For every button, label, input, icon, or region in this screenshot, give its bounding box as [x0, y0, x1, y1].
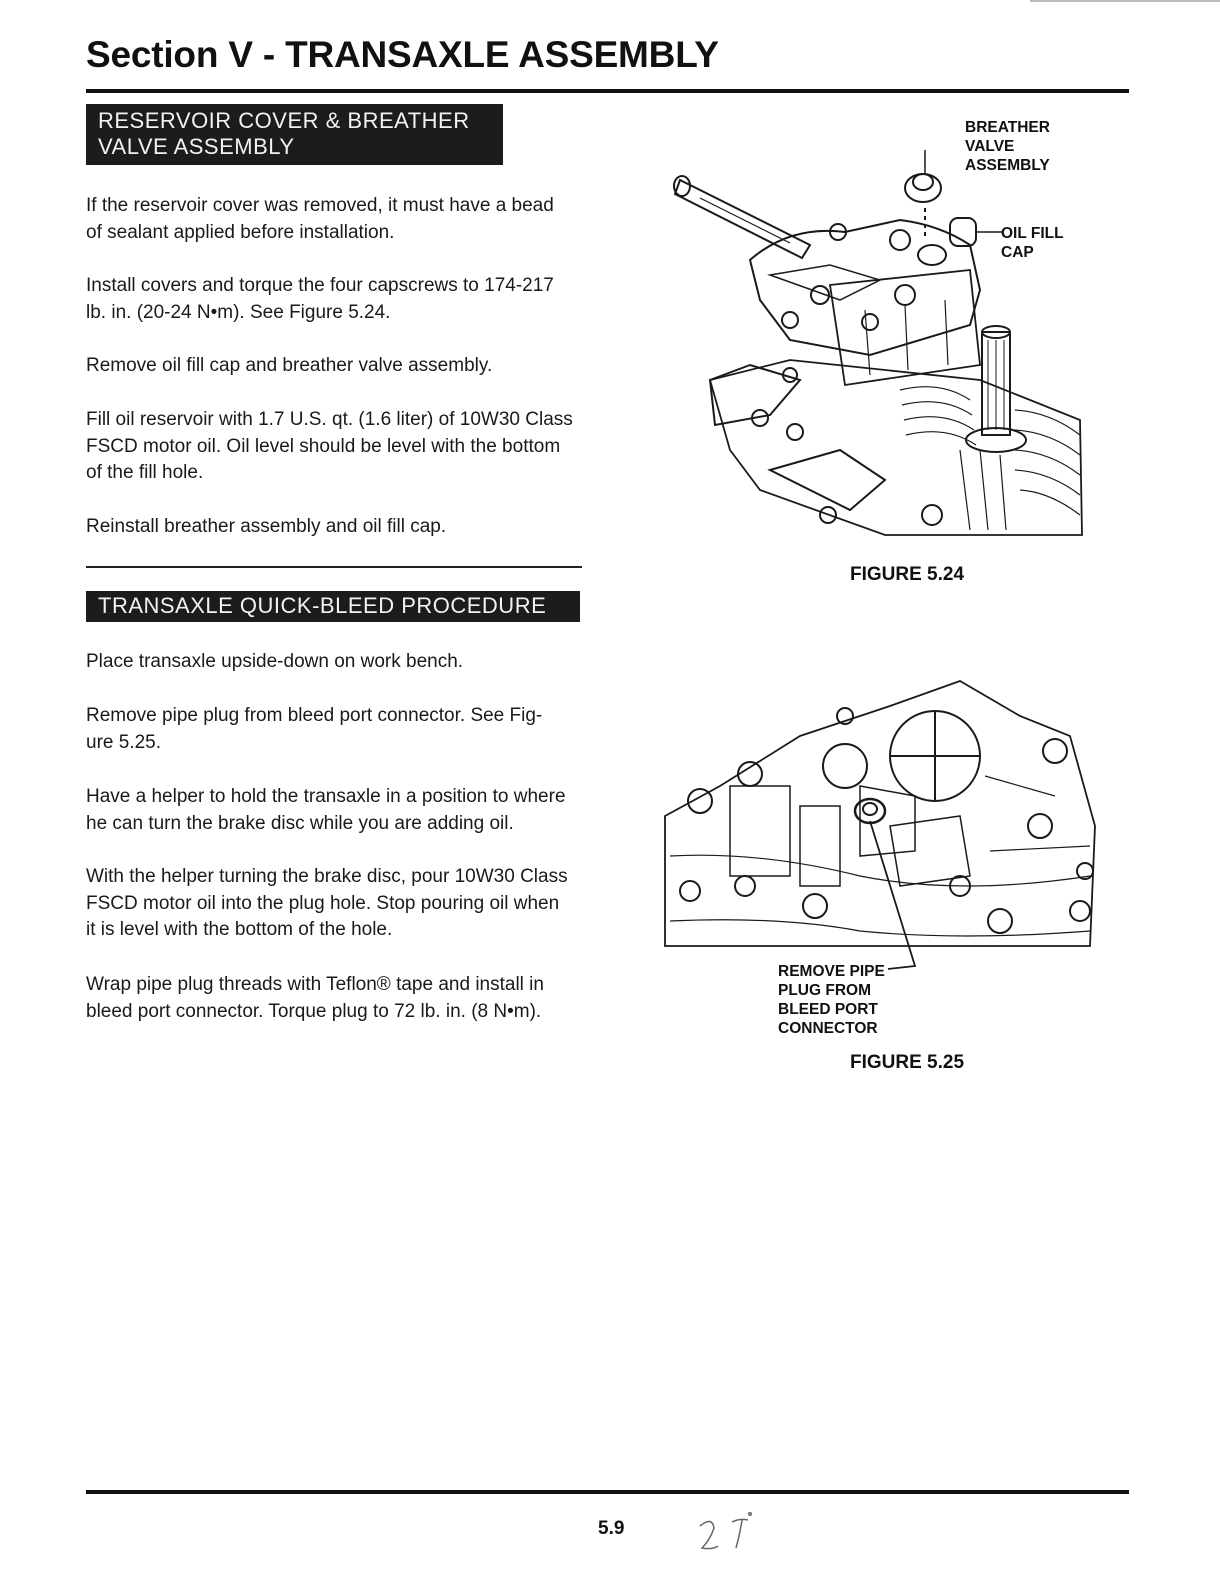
scan-artifact-line	[1030, 0, 1220, 2]
text-line: Have a helper to hold the transaxle in a position to where	[86, 786, 566, 807]
text-line: it is level with the bottom of the hole.	[86, 919, 393, 940]
callout-breather-valve	[965, 118, 1050, 175]
section1-paragraph	[86, 193, 586, 246]
section2-paragraph	[86, 703, 586, 756]
callout-line: CONNECTOR	[778, 1020, 878, 1037]
page-number: 5.9	[598, 1518, 625, 1539]
section-heading-quick-bleed: TRANSAXLE QUICK-BLEED PROCEDURE	[86, 591, 580, 622]
text-line: Remove oil fill cap and breather valve assembly.	[86, 355, 493, 376]
section-heading-reservoir-cover	[86, 104, 503, 165]
section-heading-line: RESERVOIR COVER & BREATHER	[98, 108, 470, 133]
section1-paragraph	[86, 353, 586, 380]
section2-paragraph	[86, 649, 586, 676]
callout-line: REMOVE PIPE	[778, 963, 885, 980]
callout-line: OIL FILL	[1001, 225, 1064, 242]
callout-line: PLUG FROM	[778, 982, 871, 999]
text-line: Wrap pipe plug threads with Teflon® tape and install in	[86, 974, 544, 995]
text-line: Remove pipe plug from bleed port connector. See Fig-	[86, 705, 543, 726]
text-line: If the reservoir cover was removed, it must have a bead	[86, 195, 554, 216]
section-heading-line: VALVE ASSEMBLY	[98, 134, 295, 159]
section1-paragraph	[86, 514, 586, 541]
text-line: Install covers and torque the four capscrews to 174-217	[86, 275, 554, 296]
callout-oil-fill-cap	[1001, 224, 1064, 262]
section-divider	[86, 566, 582, 568]
figure-5-25-transaxle-illustration	[660, 676, 1100, 976]
text-line: ure 5.25.	[86, 731, 161, 753]
section2-paragraph	[86, 784, 586, 837]
figure-5-24-caption: FIGURE 5.24	[850, 564, 965, 585]
figure-5-25-caption: FIGURE 5.25	[850, 1052, 965, 1073]
callout-line: CAP	[1001, 244, 1034, 261]
callout-remove-pipe-plug	[778, 962, 885, 1038]
handwritten-mark-icon	[690, 1508, 770, 1558]
section1-paragraph	[86, 273, 586, 326]
footer-divider	[86, 1490, 1129, 1494]
title-divider	[86, 89, 1129, 93]
text-line: With the helper turning the brake disc, pour 10W30 Class	[86, 866, 568, 887]
text-line: FSCD motor oil into the plug hole. Stop pouring oil when	[86, 892, 560, 914]
text-line: Reinstall breather assembly and oil fill cap.	[86, 516, 447, 537]
section2-paragraph	[86, 864, 586, 944]
text-line: of sealant applied before installation.	[86, 221, 395, 243]
text-line: lb. in. (20-24 N•m). See Figure 5.24.	[86, 301, 391, 323]
text-line: of the fill hole.	[86, 462, 204, 483]
callout-line: BLEED PORT	[778, 1001, 878, 1018]
text-line: Fill oil reservoir with 1.7 U.S. qt. (1.6 liter) of 10W30 Class	[86, 409, 573, 430]
callout-line: BREATHER	[965, 119, 1050, 136]
callout-line: VALVE	[965, 138, 1015, 155]
page-title: Section V - TRANSAXLE ASSEMBLY	[86, 34, 719, 75]
text-line: Place transaxle upside-down on work bench.	[86, 651, 464, 672]
figure-5-24-transaxle-illustration	[670, 150, 1090, 540]
section1-paragraph	[86, 407, 586, 487]
callout-line: ASSEMBLY	[965, 157, 1050, 174]
text-line: FSCD motor oil. Oil level should be level with the bottom	[86, 435, 561, 457]
section2-paragraph	[86, 972, 586, 1025]
text-line: he can turn the brake disc while you are adding oil.	[86, 812, 514, 834]
text-line: bleed port connector. Torque plug to 72 lb. in. (8 N•m).	[86, 1000, 542, 1022]
